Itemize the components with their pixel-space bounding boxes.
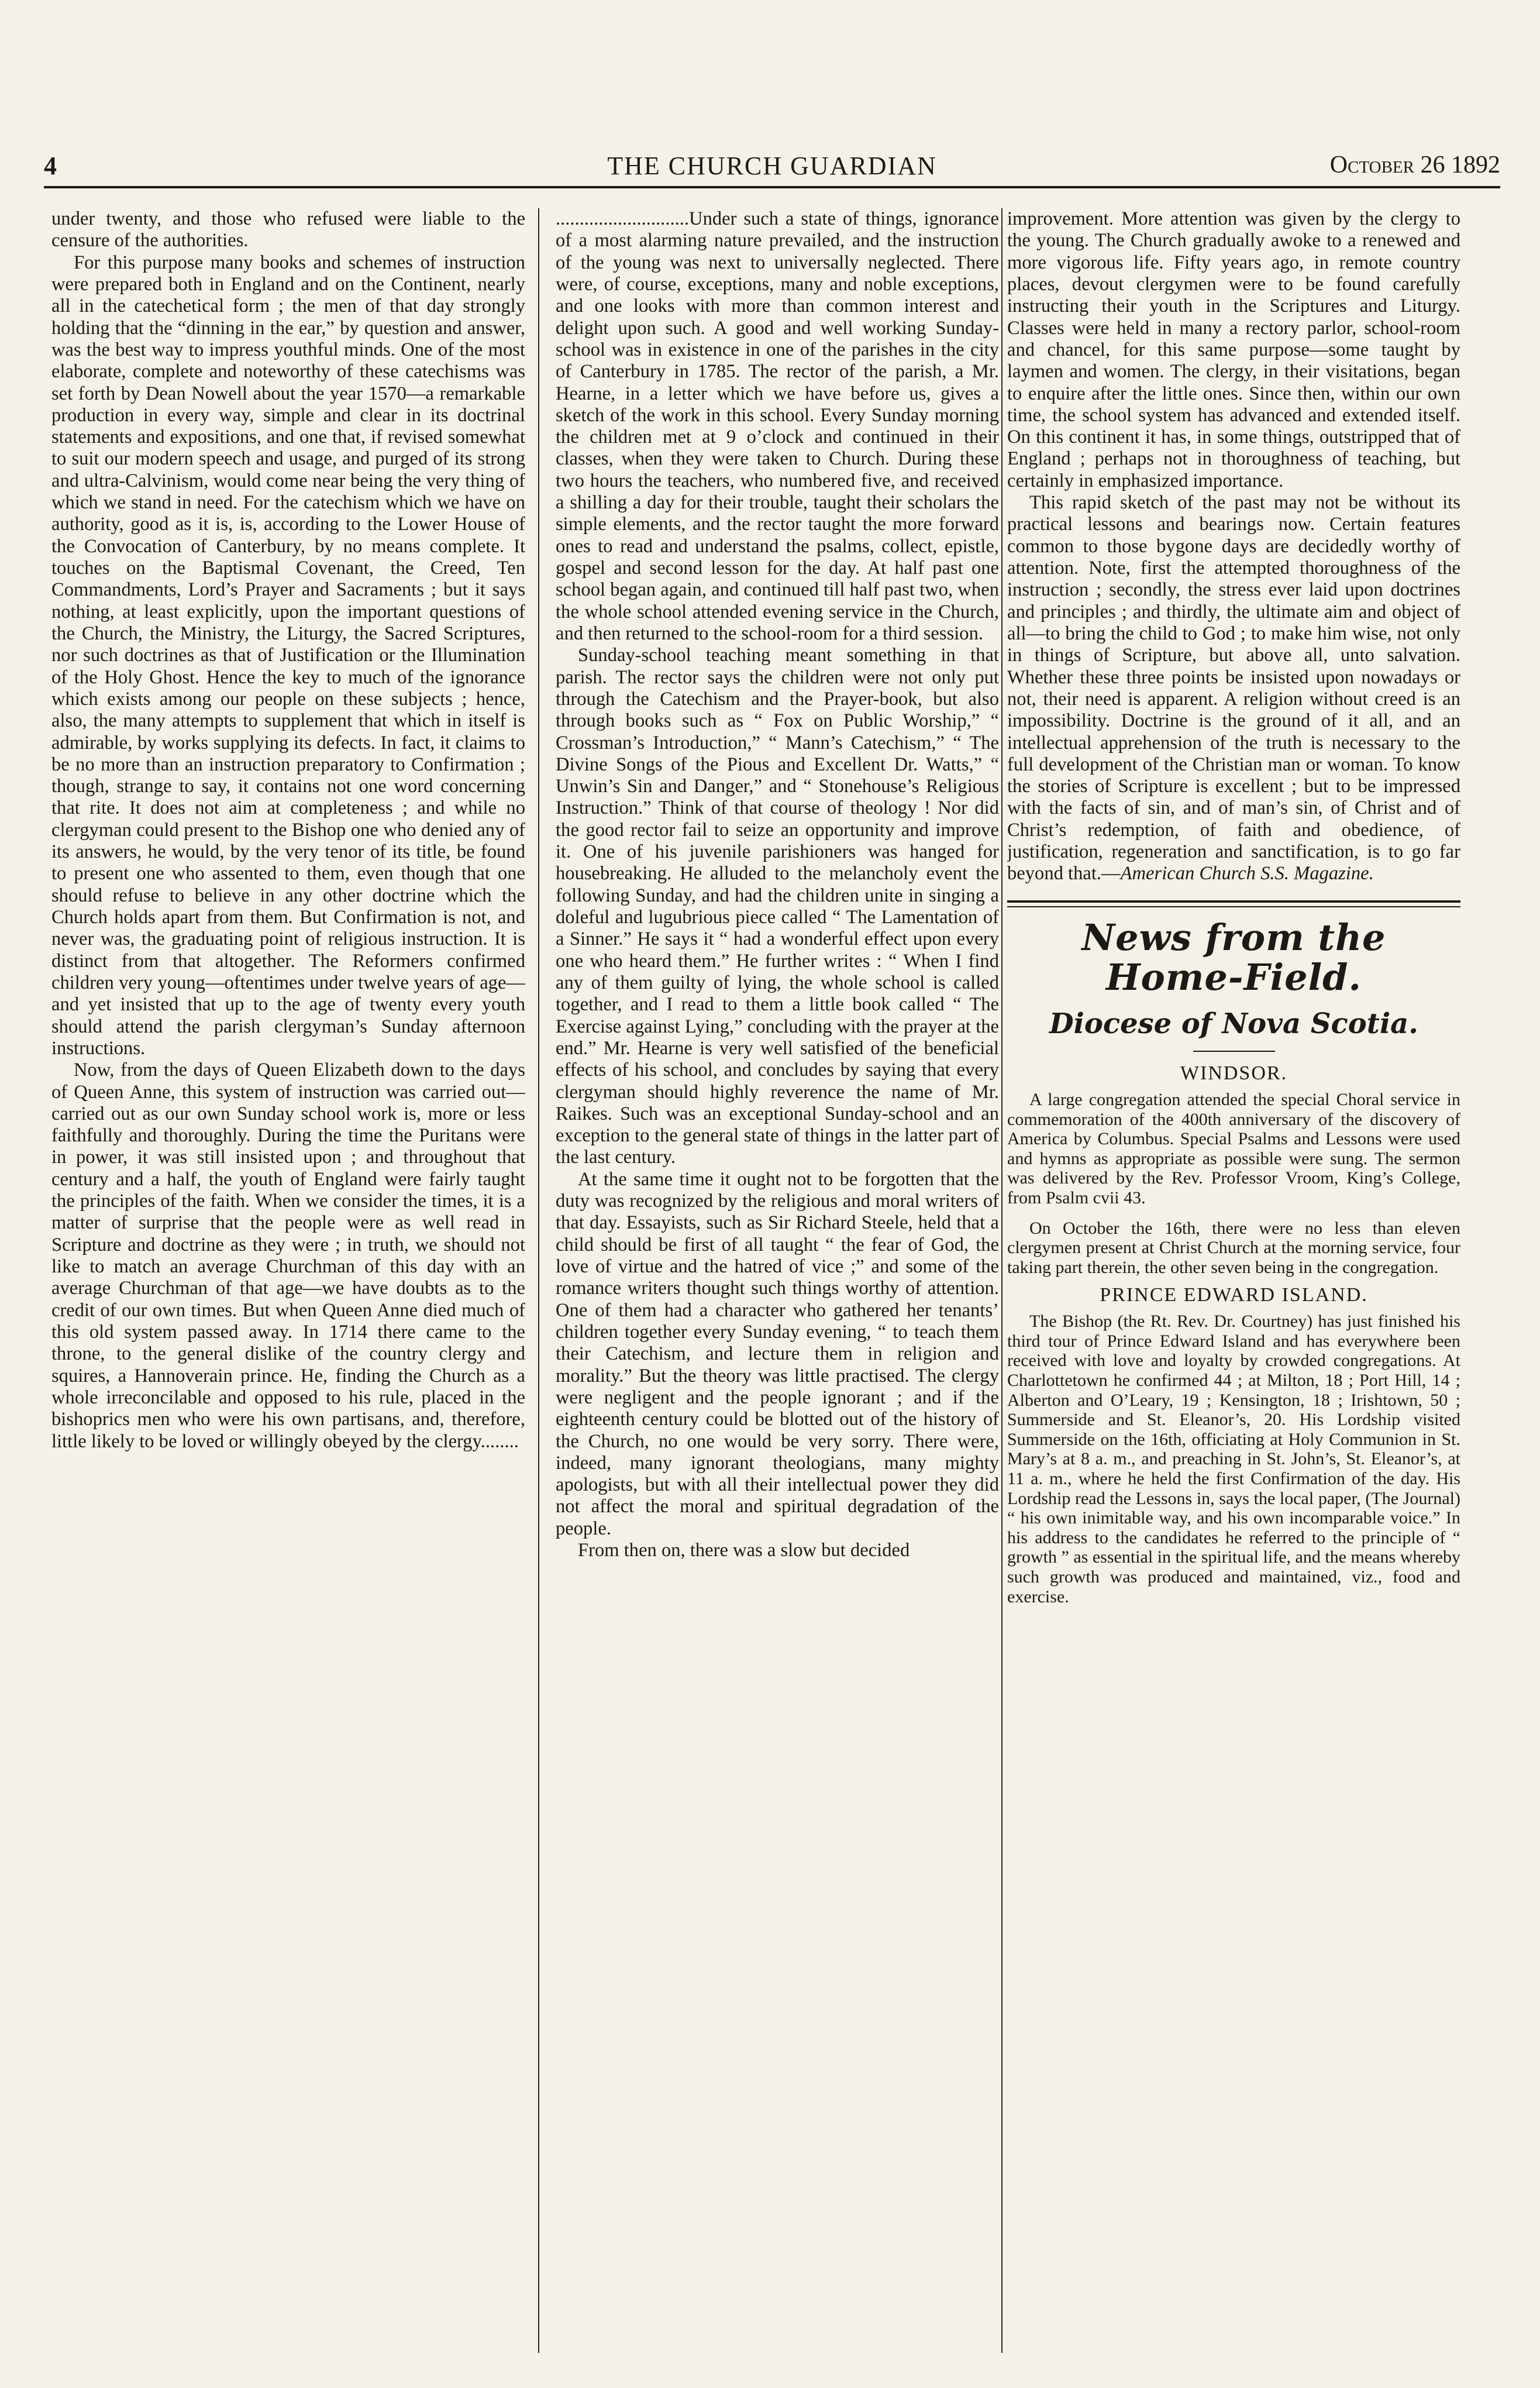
issue-date: October 26 1892: [1329, 152, 1500, 178]
paragraph: Sunday-school teaching meant something in that parish. The rector says the children were not only put through the Catechism and the Prayer-book, but also through books such as “ Fox on Public Worship,” “ Crossman’s Introduction,” “ Mann’s Catechism,” “ The Divine Songs of the Pious and Excellent Dr. Watts,” “ Unwin’s Sin and Danger,” and “ Stonehouse’s Religious Instruction.” Think of that course of theology ! Nor did the good rector fail to seize an opportunity and improve it. One of his juvenile parishioners was hanged for housebreaking. He alluded to the melancholy event the following Sunday, and had the children unite in singing a doleful and lugubrious piece called “ The Lamentation of a Sinner.” He says it “ had a wonderful effect upon every one who heard them.” He further writes : “ When I find any of them guilty of lying, the whole school is called together, and I read to them a little book called “ The Exercise against Lying,” concluding with the prayer at the end.” Mr. Hearne is very well satisfied of the beneficial effects of his school, and concludes by saying that every clergyman should highly reverence the name of Mr. Raikes. Such was an exceptional Sunday-school and an exception to the general state of things in the latter part of the last century.: [556, 645, 999, 1168]
diocese-heading: Diocese of Nova Scotia.: [1049, 1007, 1418, 1041]
column-rule: [538, 208, 539, 2353]
masthead: [44, 151, 1500, 188]
paragraph: At the same time it ought not to be forgotten that the duty was recognized by the religious and moral writers of that day. Essayists, such as Sir Richard Steele, held that a child should be first of all taught “ the fear of God, the love of virtue and the hatred of vice ;” and some of the romance writers thought such things worthy of attention. One of them had a character who gathered her tenants’ children together every Sunday evening, “ to teach them their Catechism, and lecture them in religion and morality.” But the theory was little practised. The clergy were negligent and the people ignorant ; and if the eighteenth century could be blotted out of the history of the Church, no one would be very sorry. There were, indeed, many ignorant theologians, many mighty apologists, but with all their intellectual power they did not affect the moral and spiritual degradation of the people.: [556, 1168, 999, 1539]
page-number: 4: [44, 152, 57, 180]
short-divider: [1193, 1051, 1275, 1052]
paragraph: The Bishop (the Rt. Rev. Dr. Courtney) has just finished his third tour of Prince Edward Island and has everywhere been received with love and loyalty by crowded congregations. At Charlottetown he confirmed 44 ; at Milton, 18 ; Port Hill, 14 ; Alberton and O’Leary, 19 ; Kensington, 18 ; Irishtown, 50 ; Summerside and St. Eleanor’s, 20. His Lordship visited Summerside on the 16th, officiating at Holy Communion in St. Mary’s at 8 a. m., and preaching in St. John’s, St. Eleanor’s, at 11 a. m., where he held the first Confirmation of the day. His Lordship read the Lessons in, says the local paper, (The Journal) “ his own inimitable way, and his own incomparable voice.” In his address to the candidates he referred to the principle of “ growth ” as essential in the spiritual life, and the means whereby such growth was produced and maintained, viz., food and exercise.: [1007, 1312, 1460, 1606]
source-credit: American Church S.S. Magazine.: [1120, 863, 1374, 885]
paragraph: For this purpose many books and schemes of instruction were prepared both in England and on the Continent, nearly all in the catechetical form ; the men of that day strongly holding that the “dinning in the ear,” by question and answer, was the best way to impress youthful minds. One of the most elaborate, complete and noteworthy of these catechisms was set forth by Dean Nowell about the year 1570—a remarkable production in every way, simple and clear in its doctrinal statements and expositions, and one that, if revised somewhat to suit our modern speech and usage, and purged of its strong and ultra-Calvinism, would come near being the very thing of which we stand in need. For the catechism which we have on authority, good as it is, is, according to the Lower House of the Convocation of Canterbury, by no means complete. It touches on the Baptismal Covenant, the Creed, Ten Commandments, Lord’s Prayer and Sacraments ; but it says nothing, at least explicitly, upon the important questions of the Church, the Ministry, the Liturgy, the Sacred Scriptures, nor such doctrines as that of Justification or the Illumination of the Holy Ghost. Hence the key to much of the ignorance which exists among our people on these subjects ; hence, also, the many attempts to supplement that which in itself is admirable, by works supplying its defects. In fact, it claims to be no more than an instruction preparatory to Confirmation ; though, strange to say, it contains not one word concerning that rite. It does not aim at completeness ; and while no clergyman could present to the Bishop one who denied any of its answers, he would, by the very tenor of its title, be found to present one who assented to them, even though that one should refuse to believe in any other doctrine which the Church holds apart from them. But Confirmation is not, and never was, the graduating point of religious instruction. It is distinct from that altogether. The Reformers confirmed children very young—oftentimes under twelve years of age—and yet insisted that up to the age of twenty every youth should attend the parish clergyman’s Sunday afternoon instructions.: [51, 252, 525, 1059]
paragraph: Now, from the days of Queen Elizabeth down to the days of Queen Anne, this system of instruction was carried out—carried out as our own Sunday school work is, more or less faithfully and thoroughly. During the time the Puritans were in power, it was still insisted upon ; and throughout that century and a half, the youth of England were fairly taught the principles of the faith. When we consider the times, it is a matter of surprise that the people were as well read in Scripture and doctrine as they were ; in truth, we should not like to match an average Churchman of this day with an average Churchman of that age—we have doubts as to the credit of our own times. But when Queen Anne died much of this old system passed away. In 1714 there came to the throne, to the general dislike of the country clergy and squires, a Hannoverain prince. He, finding the Church as a whole irreconcilable and opposed to his rule, placed in the bishoprics men who were his own partisans, and, therefore, little likely to be loved or willingly obeyed by the clergy........: [51, 1059, 525, 1452]
paragraph: under twenty, and those who refused were liable to the censure of the authorities.: [51, 208, 525, 252]
paragraph: A large congregation attended the special Choral service in commemoration of the 400th anniversary of the discovery of America by Columbus. Special Psalms and Lessons were used and hymns as appropriate as possible were sung. The sermon was delivered by the Rev. Professor Vroom, King’s College, from Psalm cvii 43.: [1007, 1089, 1460, 1207]
pei-heading: PRINCE EDWARD ISLAND.: [1100, 1284, 1368, 1306]
column-1: [51, 208, 525, 2353]
column-3: [1007, 208, 1460, 2353]
section-heading: News from the Home-Field.: [1081, 916, 1386, 999]
paragraph: On October the 16th, there were no less than eleven clergymen present at Christ Church at the morning service, four taking part therein, the other seven being in the congregation.: [1007, 1218, 1460, 1277]
section-divider: [1007, 900, 1460, 907]
paragraph: From then on, there was a slow but decided: [578, 1540, 910, 1561]
paragraph: [1007, 492, 1460, 885]
column-rule: [1001, 208, 1002, 2353]
paragraph: ............................Under such a state of things, ignorance of a most alarming nature prevailed, and the instruction of the young was next to universally neglected. There were, of course, exceptions, many and noble exceptions, and one looks with more than common interest and delight upon such. A good and well working Sunday-school was in existence in one of the parishes in the city of Canterbury in 1785. The rector of the parish, a Mr. Hearne, in a letter which we have before us, gives a sketch of the work in this school. Every Sunday morning the children met at 9 o’clock and continued in their classes, when they were taken to Church. During these two hours the teachers, who numbered five, and received a shilling a day for their trouble, taught their scholars the simple elements, and the rector taught the more forward ones to read and understand the psalms, collect, epistle, gospel and second lesson for the day. At half past one school began again, and continued till half past two, when the whole school attended evening service in the Church, and then returned to the school-room for a third session.: [556, 208, 999, 644]
windsor-heading: WINDSOR.: [1180, 1062, 1288, 1085]
paragraph: improvement. More attention was given by the clergy to the young. The Church gradually awoke to a renewed and more vigorous life. Fifty years ago, in remote country places, devout clergymen were to be found carefully instructing their youth in the Scriptures and Liturgy. Classes were held in many a rectory parlor, school-room and chancel, for this same purpose—some taught by laymen and women. The clergy, in their visitations, began to enquire after the little ones. Since then, within our own time, the school system has advanced and extended itself. On this continent it has, in some things, outstripped that of England ; perhaps not in thoroughness of teaching, but certainly in emphasized importance.: [1007, 208, 1460, 491]
paragraph-text: This rapid sketch of the past may not be without its practical lessons and bearings now. Certain features common to those bygone days are decidedly worthy of attention. Note, first the attempted thoroughness of the instruction ; secondly, the stress ever laid upon doctrines and principles ; and thirdly, the ultimate aim and object of all—to bring the child to God ; to make him wise, not only in things of Scripture, but above all, unto salvation. Whether these three points be insisted upon nowadays or not, their need is apparent. A religion without creed is an impossibility. Doctrine is the ground of it all, and an intellectual apprehension of the truth is necessary to the full development of the Christian man or woman. To know the stories of Scripture is excellent ; but to be impressed with the facts of sin, and of man’s sin, of Christ and of Christ’s redemption, of faith and obedience, of justification, regeneration and sanctification, is to go far beyond that.—: [1007, 492, 1460, 885]
column-2: [556, 208, 999, 2353]
paper-name: THE CHURCH GUARDIAN: [607, 152, 937, 180]
